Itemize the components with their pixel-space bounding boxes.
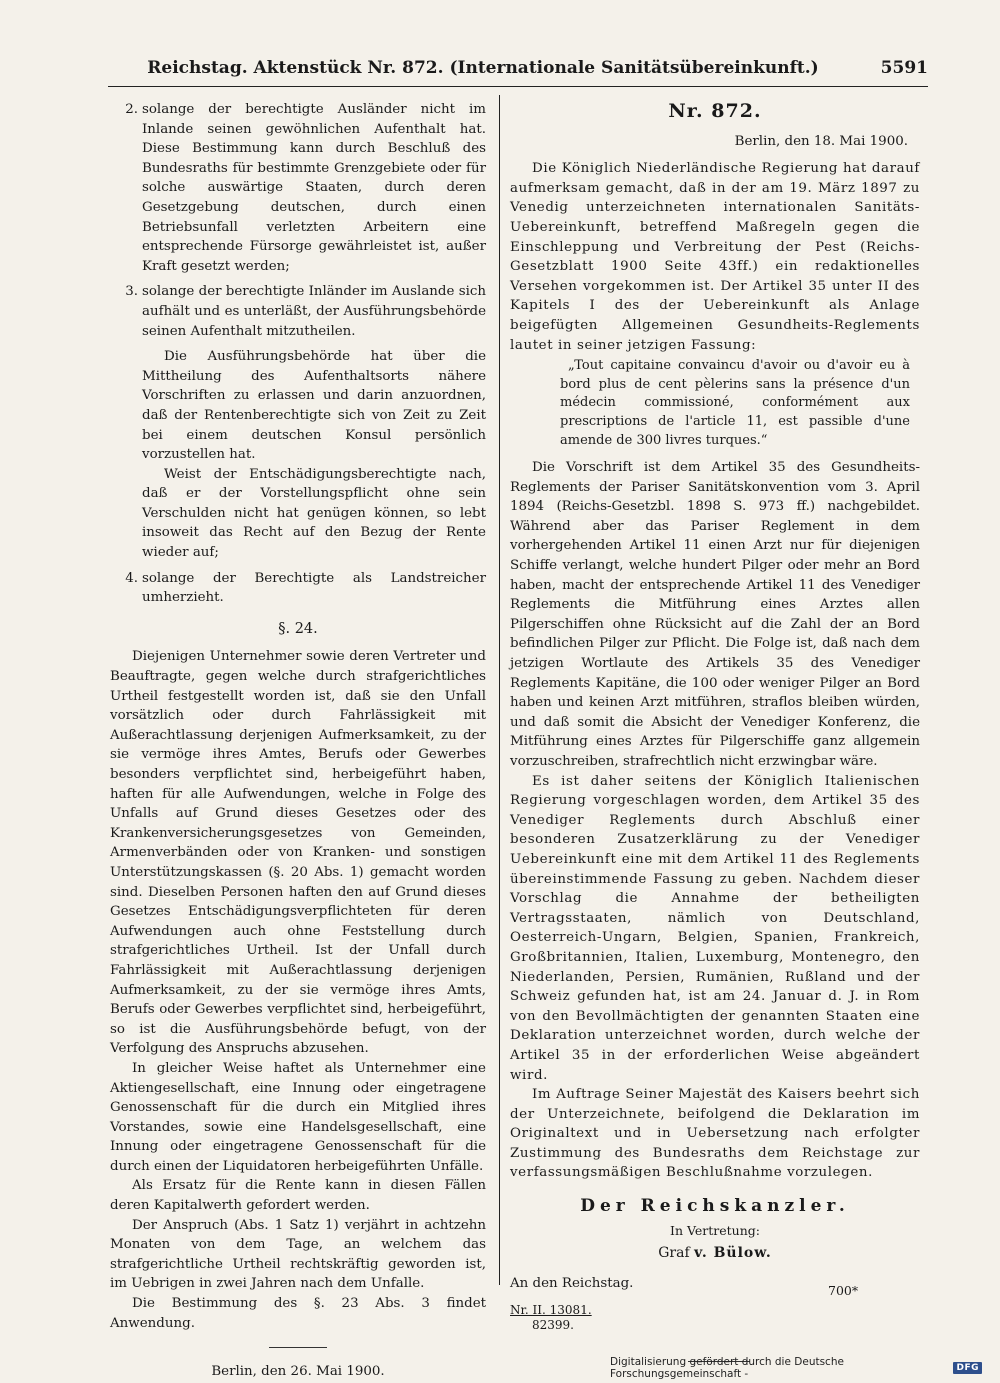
item-text: solange der Berechtigte als Landstreicher umherzieht. bbox=[142, 570, 486, 606]
paragraph: Als Ersatz für die Rente kann in diesen Fällen deren Kapitalwerth gefordert werden. bbox=[110, 1178, 486, 1214]
digitization-note: Digitalisierung gefördert durch die Deutsche Forschungsgemeinschaft - bbox=[610, 1356, 844, 1380]
paragraph: Der Anspruch (Abs. 1 Satz 1) verjährt in achtzehn Monaten von dem Tage, an welchem das strafgerichtliche Urtheil rechtskräftig geworden ist, im Uebrigen in zwei Jahren nach dem Unfalle. bbox=[110, 1217, 486, 1292]
paragraph: Weist der Entschädigungsberechtigte nach, daß er der Vorstellungspflicht ohne sein Verschulden nicht hat genügen können, so lebt insoweit das Recht auf den Bezug der Rente wieder auf; bbox=[142, 466, 486, 561]
list-item bbox=[110, 100, 486, 276]
right-column bbox=[510, 100, 920, 1362]
paragraph: Es ist daher seitens der Königlich Italienischen Regierung vorgeschlagen worden, dem Artikel 35 des Venediger Reglements durch Abschluß einer besonderen Zusatzerklärung zu der Venediger Uebereinkunft eine mit dem Artikel 11 des Reglements übereinstimmende Fassung zu geben. Nachdem dieser Vorschlag die Annahme der betheiligten Vertragsstaaten, nämlich von Deutschland, Oesterreich-Ungarn, Belgien, Spanien, Frankreich, Großbritannien, Italien, Luxemburg, Montenegro, den Niederlanden, Persien, Rumänien, Rußland und der Schweiz gefunden hat, ist am 24. Januar d. J. in Rom von den Bevollmächtigten der genannten Staaten eine Deklaration unterzeichnet worden, durch welche der Artikel 35 in der erforderlichen Weise abgeändert wird. bbox=[510, 773, 920, 1083]
dateline: Berlin, den 18. Mai 1900. bbox=[734, 133, 908, 149]
item-number: 2. bbox=[125, 102, 138, 117]
digitization-footer bbox=[610, 1356, 982, 1380]
item-text: solange der berechtigte Inländer im Auslande sich aufhält und es unterläßt, der Ausführungsbehörde seinen Aufenthalt mitzutheilen. bbox=[142, 284, 486, 339]
section-heading: §. 24. bbox=[278, 620, 318, 637]
paragraph: Diejenigen Unternehmer sowie deren Vertreter und Beauftragte, gegen welche durch strafgerichtliches Urtheil festgestellt worden ist, daß sie den Unfall vorsätzlich oder durch Fahrlässigkeit mit Außerachtlassung derjenigen Aufmerksamkeit, zu der sie vermöge ihres Amtes, Berufs oder Gewerbes besonders verpflichtet sind, herbeigeführt haben, haften für alle Aufwendungen, welche in Folge des Unfalls auf Grund dieses Gesetzes oder des Krankenversicherungsgesetzes von Gemeinden, Armenverbänden oder von Kranken- und sonstigen Unterstützungskassen (§. 20 Abs. 1) gemacht worden sind. Dieselben Personen haften den auf Grund dieses Gesetzes Entschädigungsverpflichteten für deren Aufwendungen auch ohne Feststellung durch strafgerichtliches Urtheil. Ist der Unfall durch Fahrlässigkeit mit Außerachtlassung derjenigen Aufmerksamkeit, zu der sie vermöge ihres Amts, Berufs oder Gewerbes verpflichtet sind, herbeigeführt, so ist die Ausführungsbehörde befugt, von der Verfolgung des Anspruchs abzusehen. bbox=[110, 649, 486, 1057]
header-rule bbox=[108, 86, 928, 87]
signature-name-prefix: Graf bbox=[658, 1245, 690, 1262]
paragraph: Die Königlich Niederländische Regierung hat darauf aufmerksam gemacht, daß in der am 19. März 1897 zu Venedig unterzeichneten internationalen Sanitäts-Uebereinkunft, betreffend Maßregeln gegen die Einschleppung und Verbreitung der Pest (Reichs-Gesetzblatt 1900 Seite 43ff.) ein redaktionelles Versehen vorgekommen ist. Der Artikel 35 unter II des Kapitels I des der Uebereinkunft als Anlage beigefügten Allgemeinen Gesundheits-Reglements lautet in seiner jetzigen Fassung: bbox=[510, 161, 920, 353]
list-item bbox=[110, 282, 486, 341]
signature-name-main: v. Bülow. bbox=[694, 1245, 772, 1262]
paragraph: Die Ausführungsbehörde hat über die Mittheilung des Aufenthaltsorts nähere Vorschriften zu erlassen und darin anzuordnen, daß der Rentenberechtigte sich von Zeit zu Zeit bei einem deutschen Konsul persönlich vorzustellen hat. bbox=[142, 349, 486, 463]
paragraph: Die Bestimmung des §. 23 Abs. 3 findet Anwendung. bbox=[110, 1296, 486, 1331]
dfg-logo: DFG bbox=[953, 1362, 982, 1374]
french-quote bbox=[560, 357, 910, 450]
document-number-title: Nr. 872. bbox=[668, 100, 762, 122]
addressee: An den Reichstag. bbox=[510, 1275, 634, 1291]
paragraph: Im Auftrage Seiner Majestät des Kaisers beehrt sich der Unterzeichnete, beifolgend die Deklaration im Originaltext und in Uebersetzung nach erfolgter Zustimmung des Bundesraths dem Reichstage zur verfassungsmäßigen Beschlußnahme vorzulegen. bbox=[510, 1087, 920, 1181]
item-text: solange der berechtigte Ausländer nicht im Inlande seinen gewöhnlichen Aufenthalt hat. Diese Bestimmung kann durch Beschluß des Bundesraths für bestimmte Grenzgebiete oder für solche auswärtige Staaten, durch deren Gesetzgebung deutschen, durch einen Betriebsunfall verletzten Arbeitern eine entsprechende Fürsorge gewährleistet ist, außer Kraft gesetzt werden; bbox=[142, 102, 486, 274]
signature-name bbox=[510, 1244, 920, 1264]
list-item bbox=[110, 569, 486, 608]
divider bbox=[269, 1347, 327, 1348]
signature-deputy: In Vertretung: bbox=[670, 1222, 760, 1238]
column-divider bbox=[499, 95, 500, 1285]
item-number: 4. bbox=[125, 570, 138, 586]
closing-date: Berlin, den 26. Mai 1900. bbox=[211, 1364, 385, 1380]
paragraph: In gleicher Weise haftet als Unternehmer eine Aktiengesellschaft, eine Innung oder eingetragene Genossenschaft für die durch ein Mitglied ihres Vorstandes, sowie eine Handelsgesellschaft, eine Innung oder eingetragene Genossenschaft für die durch einen der Liquidatoren herbeigeführten Unfälle. bbox=[110, 1060, 486, 1174]
left-column bbox=[110, 100, 486, 1382]
header-title: Reichstag. Aktenstück Nr. 872. (Internationale Sanitätsübereinkunft.) bbox=[147, 58, 819, 78]
page-header bbox=[108, 58, 928, 86]
signature-title: Der Reichskanzler. bbox=[580, 1196, 850, 1217]
reference-block bbox=[510, 1303, 920, 1333]
quote-text: „Tout capitaine convaincu d'avoir ou d'avoir eu à bord plus de cent pèlerins sans la présence d'un médecin commissioné, conformément aux prescriptions de l'article 11, est passible d'une amende de 300 livres turques.“ bbox=[560, 358, 910, 448]
reference-number: Nr. II. 13081. bbox=[510, 1303, 592, 1318]
header-page-number: 5591 bbox=[880, 58, 928, 78]
paragraph: Die Vorschrift ist dem Artikel 35 des Gesundheits-Reglements der Pariser Sanitätskonvention vom 3. April 1894 (Reichs-Gesetzbl. 1898 S. 973 ff.) nachgebildet. Während aber das Pariser Reglement in dem vorhergehenden Artikel 11 einen Arzt nur für diejenigen Schiffe verlangt, welche hundert Pilger oder mehr an Bord haben, macht der entsprechende Artikel 11 des Venediger Reglements die Mitführung eines Arztes allen Pilgerschiffen ohne Rücksicht auf die Zahl der an Bord befindlichen Pilger zur Pflicht. Die Folge ist, daß nach dem jetzigen Wortlaute des Artikels 35 des Venediger Reglements Kapitäne, die 100 oder weniger Pilger an Bord haben und keinen Arzt mitführen, straflos bleiben würden, und daß somit die Absicht der Venediger Konferenz, die Mitführung eines Arztes für Pilgerschiffe ganz allgemein vorzuschreiben, strafrechtlich nicht erzwingbar wäre. bbox=[510, 460, 920, 769]
sheet-number: 700* bbox=[828, 1283, 859, 1298]
reference-sub: 82399. bbox=[532, 1318, 574, 1333]
item-number: 3. bbox=[125, 284, 138, 300]
